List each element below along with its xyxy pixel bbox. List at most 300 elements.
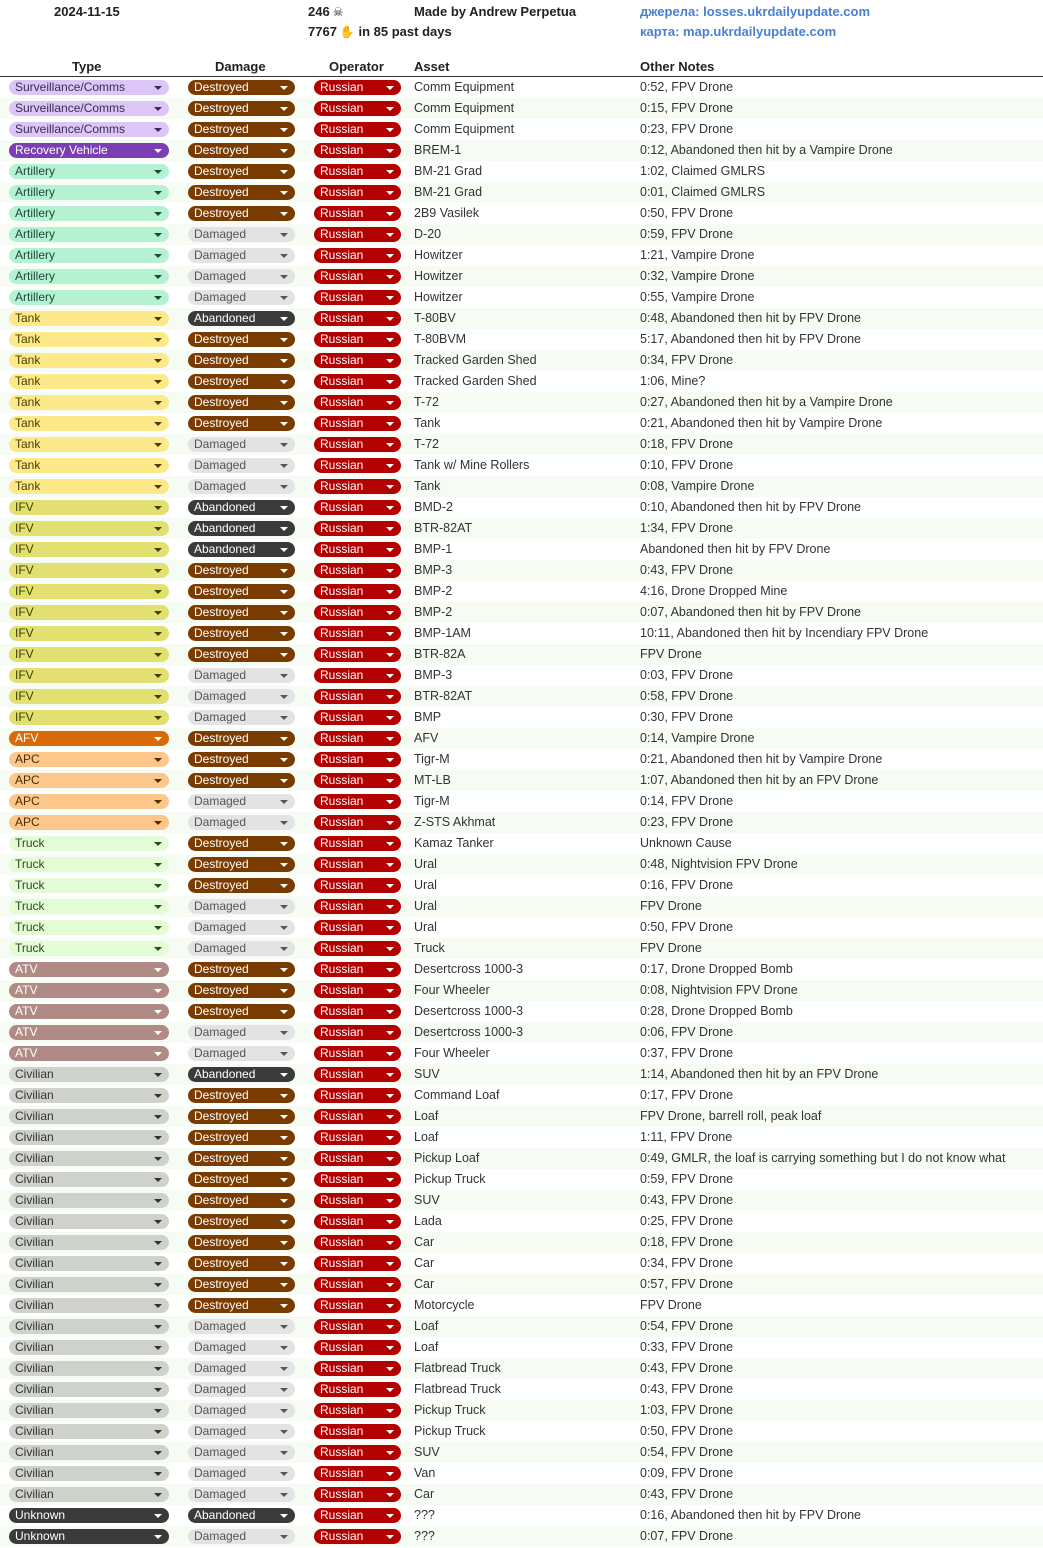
- notes-cell: 0:08, Vampire Drone: [640, 479, 755, 493]
- asset-cell: BTR-82A: [414, 647, 466, 661]
- operator-select[interactable]: Russian: [314, 311, 401, 326]
- type-select[interactable]: Civilian: [9, 1151, 169, 1166]
- type-select[interactable]: Truck: [9, 899, 169, 914]
- operator-select[interactable]: Russian: [314, 542, 401, 557]
- operator-select[interactable]: Russian: [314, 563, 401, 578]
- notes-cell: 0:54, FPV Drone: [640, 1319, 734, 1333]
- damage-select[interactable]: Damaged: [188, 1487, 295, 1502]
- type-select[interactable]: ATV: [9, 1046, 169, 1061]
- type-select[interactable]: Unknown: [9, 1529, 169, 1544]
- notes-cell: Abandoned then hit by FPV Drone: [640, 542, 831, 556]
- type-select[interactable]: Tank: [9, 311, 169, 326]
- sources-link[interactable]: джерела: losses.ukrdailyupdate.com: [640, 4, 871, 19]
- notes-cell: 1:14, Abandoned then hit by an FPV Drone: [640, 1067, 879, 1081]
- type-select[interactable]: Civilian: [9, 1403, 169, 1418]
- operator-select[interactable]: Russian: [314, 1172, 401, 1187]
- operator-select[interactable]: Russian: [314, 122, 401, 137]
- damage-select[interactable]: Destroyed: [188, 1214, 295, 1229]
- operator-select[interactable]: Russian: [314, 983, 401, 998]
- type-select[interactable]: Civilian: [9, 1361, 169, 1376]
- type-select[interactable]: ATV: [9, 983, 169, 998]
- damage-select[interactable]: Destroyed: [188, 1277, 295, 1292]
- operator-select[interactable]: Russian: [314, 500, 401, 515]
- asset-cell: Loaf: [414, 1109, 439, 1123]
- damage-select[interactable]: Destroyed: [188, 353, 295, 368]
- table-row: [0, 1148, 1043, 1169]
- column-header-asset[interactable]: Asset: [414, 59, 450, 74]
- asset-cell: BTR-82AT: [414, 521, 473, 535]
- table-row: [0, 602, 1043, 623]
- operator-select[interactable]: Russian: [314, 1130, 401, 1145]
- table-row: [0, 854, 1043, 875]
- type-select[interactable]: Civilian: [9, 1298, 169, 1313]
- notes-cell: 1:06, Mine?: [640, 374, 706, 388]
- operator-select[interactable]: Russian: [314, 815, 401, 830]
- damage-select[interactable]: Destroyed: [188, 857, 295, 872]
- operator-select[interactable]: Russian: [314, 899, 401, 914]
- asset-cell: Tigr-M: [414, 794, 450, 808]
- notes-cell: 0:14, Vampire Drone: [640, 731, 755, 745]
- damage-select[interactable]: Damaged: [188, 920, 295, 935]
- operator-select[interactable]: Russian: [314, 1193, 401, 1208]
- damage-select[interactable]: Abandoned: [188, 521, 295, 536]
- damage-select[interactable]: Destroyed: [188, 1172, 295, 1187]
- damage-select[interactable]: Abandoned: [188, 311, 295, 326]
- notes-cell: 0:12, Abandoned then hit by a Vampire Drone: [640, 143, 893, 157]
- damage-select[interactable]: Damaged: [188, 290, 295, 305]
- table-row: [0, 1442, 1043, 1463]
- operator-select[interactable]: Russian: [314, 710, 401, 725]
- notes-cell: 0:55, Vampire Drone: [640, 290, 755, 304]
- operator-select[interactable]: Russian: [314, 185, 401, 200]
- type-select[interactable]: IFV: [9, 542, 169, 557]
- operator-select[interactable]: Russian: [314, 1319, 401, 1334]
- type-select[interactable]: Unknown: [9, 1508, 169, 1523]
- damage-select[interactable]: Damaged: [188, 1382, 295, 1397]
- operator-select[interactable]: Russian: [314, 962, 401, 977]
- author-credit: Made by Andrew Perpetua: [414, 4, 577, 19]
- asset-cell: Loaf: [414, 1340, 439, 1354]
- notes-cell: FPV Drone, barrell roll, peak loaf: [640, 1109, 822, 1123]
- asset-cell: Car: [414, 1235, 435, 1249]
- damage-select[interactable]: Abandoned: [188, 1067, 295, 1082]
- notes-cell: 0:43, FPV Drone: [640, 1382, 734, 1396]
- type-select[interactable]: ATV: [9, 1004, 169, 1019]
- damage-select[interactable]: Damaged: [188, 269, 295, 284]
- operator-select[interactable]: Russian: [314, 668, 401, 683]
- type-select[interactable]: Artillery: [9, 248, 169, 263]
- damage-select[interactable]: Destroyed: [188, 1193, 295, 1208]
- operator-select[interactable]: Russian: [314, 1361, 401, 1376]
- damage-select[interactable]: Damaged: [188, 899, 295, 914]
- operator-select[interactable]: Russian: [314, 878, 401, 893]
- type-select[interactable]: Civilian: [9, 1214, 169, 1229]
- operator-select[interactable]: Russian: [314, 1466, 401, 1481]
- damage-select[interactable]: Damaged: [188, 668, 295, 683]
- operator-select[interactable]: Russian: [314, 920, 401, 935]
- damage-select[interactable]: Damaged: [188, 794, 295, 809]
- operator-select[interactable]: Russian: [314, 1340, 401, 1355]
- type-select[interactable]: APC: [9, 752, 169, 767]
- type-select[interactable]: APC: [9, 773, 169, 788]
- damage-select[interactable]: Destroyed: [188, 122, 295, 137]
- damage-select[interactable]: Damaged: [188, 941, 295, 956]
- operator-select[interactable]: Russian: [314, 1529, 401, 1544]
- notes-cell: 0:32, Vampire Drone: [640, 269, 755, 283]
- table-row: [0, 308, 1043, 329]
- type-select[interactable]: IFV: [9, 521, 169, 536]
- type-select[interactable]: Tank: [9, 437, 169, 452]
- type-select[interactable]: Civilian: [9, 1109, 169, 1124]
- notes-cell: 0:23, FPV Drone: [640, 815, 734, 829]
- operator-select[interactable]: Russian: [314, 269, 401, 284]
- notes-cell: 0:48, Abandoned then hit by FPV Drone: [640, 311, 861, 325]
- asset-cell: Pickup Truck: [414, 1172, 486, 1186]
- damage-select[interactable]: Damaged: [188, 1445, 295, 1460]
- damage-select[interactable]: Destroyed: [188, 206, 295, 221]
- operator-select[interactable]: Russian: [314, 290, 401, 305]
- notes-cell: 0:59, FPV Drone: [640, 1172, 734, 1186]
- operator-select[interactable]: Russian: [314, 1256, 401, 1271]
- type-select[interactable]: Civilian: [9, 1193, 169, 1208]
- table-row: [0, 1526, 1043, 1547]
- damage-select[interactable]: Destroyed: [188, 1109, 295, 1124]
- damage-select[interactable]: Damaged: [188, 1529, 295, 1544]
- table-row: [0, 77, 1043, 98]
- type-select[interactable]: ATV: [9, 962, 169, 977]
- type-select[interactable]: Tank: [9, 395, 169, 410]
- table-row: [0, 1337, 1043, 1358]
- operator-select[interactable]: Russian: [314, 794, 401, 809]
- operator-select[interactable]: Russian: [314, 626, 401, 641]
- damage-select[interactable]: Damaged: [188, 1361, 295, 1376]
- type-select[interactable]: IFV: [9, 668, 169, 683]
- damage-select[interactable]: Destroyed: [188, 773, 295, 788]
- damage-select[interactable]: Destroyed: [188, 731, 295, 746]
- operator-select[interactable]: Russian: [314, 164, 401, 179]
- operator-select[interactable]: Russian: [314, 374, 401, 389]
- table-row: [0, 1085, 1043, 1106]
- map-link[interactable]: карта: map.ukrdailyupdate.com: [640, 24, 837, 39]
- damage-select[interactable]: Damaged: [188, 710, 295, 725]
- type-select[interactable]: APC: [9, 815, 169, 830]
- damage-select[interactable]: Destroyed: [188, 584, 295, 599]
- damage-select[interactable]: Damaged: [188, 1046, 295, 1061]
- operator-select[interactable]: Russian: [314, 101, 401, 116]
- damage-select[interactable]: Destroyed: [188, 563, 295, 578]
- damage-select[interactable]: Destroyed: [188, 1088, 295, 1103]
- asset-cell: Four Wheeler: [414, 983, 490, 997]
- operator-select[interactable]: Russian: [314, 437, 401, 452]
- type-select[interactable]: IFV: [9, 584, 169, 599]
- operator-select[interactable]: Russian: [314, 1151, 401, 1166]
- operator-select[interactable]: Russian: [314, 332, 401, 347]
- asset-cell: Ural: [414, 920, 437, 934]
- asset-cell: Z-STS Akhmat: [414, 815, 496, 829]
- column-header-operator[interactable]: Operator: [329, 59, 384, 74]
- operator-select[interactable]: Russian: [314, 1508, 401, 1523]
- notes-cell: 0:43, FPV Drone: [640, 563, 734, 577]
- damage-select[interactable]: Destroyed: [188, 1004, 295, 1019]
- type-select[interactable]: Artillery: [9, 185, 169, 200]
- asset-cell: BTR-82AT: [414, 689, 473, 703]
- type-select[interactable]: IFV: [9, 710, 169, 725]
- damage-select[interactable]: Destroyed: [188, 164, 295, 179]
- operator-select[interactable]: Russian: [314, 416, 401, 431]
- type-select[interactable]: Artillery: [9, 206, 169, 221]
- damage-select[interactable]: Damaged: [188, 437, 295, 452]
- asset-cell: T-72: [414, 395, 440, 409]
- operator-select[interactable]: Russian: [314, 605, 401, 620]
- damage-select[interactable]: Damaged: [188, 815, 295, 830]
- operator-select[interactable]: Russian: [314, 1067, 401, 1082]
- asset-cell: Loaf: [414, 1130, 439, 1144]
- type-select[interactable]: Civilian: [9, 1340, 169, 1355]
- type-select[interactable]: Civilian: [9, 1487, 169, 1502]
- type-select[interactable]: Surveillance/Comms: [9, 122, 169, 137]
- damage-select[interactable]: Damaged: [188, 458, 295, 473]
- table-row: [0, 371, 1043, 392]
- damage-select[interactable]: Destroyed: [188, 143, 295, 158]
- type-select[interactable]: Surveillance/Comms: [9, 101, 169, 116]
- type-select[interactable]: Tank: [9, 332, 169, 347]
- damage-select[interactable]: Destroyed: [188, 962, 295, 977]
- type-select[interactable]: Artillery: [9, 290, 169, 305]
- operator-select[interactable]: Russian: [314, 1298, 401, 1313]
- type-select[interactable]: ATV: [9, 1025, 169, 1040]
- operator-select[interactable]: Russian: [314, 647, 401, 662]
- damage-select[interactable]: Abandoned: [188, 542, 295, 557]
- type-select[interactable]: Civilian: [9, 1445, 169, 1460]
- type-select[interactable]: Civilian: [9, 1319, 169, 1334]
- type-select[interactable]: Tank: [9, 458, 169, 473]
- type-select[interactable]: Civilian: [9, 1130, 169, 1145]
- type-select[interactable]: Civilian: [9, 1382, 169, 1397]
- damage-select[interactable]: Damaged: [188, 1025, 295, 1040]
- table-row: [0, 182, 1043, 203]
- damage-select[interactable]: Damaged: [188, 479, 295, 494]
- table-row: [0, 350, 1043, 371]
- notes-cell: 0:27, Abandoned then hit by a Vampire Drone: [640, 395, 893, 409]
- asset-cell: Comm Equipment: [414, 101, 515, 115]
- table-row: [0, 1169, 1043, 1190]
- asset-cell: SUV: [414, 1193, 440, 1207]
- type-select[interactable]: Artillery: [9, 227, 169, 242]
- table-row: [0, 833, 1043, 854]
- operator-select[interactable]: Russian: [314, 521, 401, 536]
- operator-select[interactable]: Russian: [314, 1487, 401, 1502]
- notes-cell: 0:16, Abandoned then hit by FPV Drone: [640, 1508, 861, 1522]
- damage-select[interactable]: Destroyed: [188, 1298, 295, 1313]
- table-row: [0, 1232, 1043, 1253]
- type-select[interactable]: Civilian: [9, 1424, 169, 1439]
- operator-select[interactable]: Russian: [314, 206, 401, 221]
- operator-select[interactable]: Russian: [314, 1004, 401, 1019]
- type-select[interactable]: AFV: [9, 731, 169, 746]
- type-select[interactable]: Truck: [9, 878, 169, 893]
- operator-select[interactable]: Russian: [314, 1277, 401, 1292]
- damage-select[interactable]: Destroyed: [188, 374, 295, 389]
- operator-select[interactable]: Russian: [314, 941, 401, 956]
- operator-select[interactable]: Russian: [314, 248, 401, 263]
- type-select[interactable]: Surveillance/Comms: [9, 80, 169, 95]
- type-select[interactable]: Truck: [9, 941, 169, 956]
- damage-select[interactable]: Destroyed: [188, 647, 295, 662]
- operator-select[interactable]: Russian: [314, 1445, 401, 1460]
- damage-select[interactable]: Destroyed: [188, 605, 295, 620]
- type-select[interactable]: Truck: [9, 836, 169, 851]
- asset-cell: Car: [414, 1256, 435, 1270]
- operator-select[interactable]: Russian: [314, 1403, 401, 1418]
- damage-select[interactable]: Damaged: [188, 248, 295, 263]
- type-select[interactable]: Artillery: [9, 164, 169, 179]
- notes-cell: 0:28, Drone Dropped Bomb: [640, 1004, 793, 1018]
- asset-cell: Ural: [414, 878, 437, 892]
- operator-select[interactable]: Russian: [314, 1235, 401, 1250]
- notes-cell: 0:14, FPV Drone: [640, 794, 734, 808]
- asset-cell: T-80BV: [414, 311, 456, 325]
- operator-select[interactable]: Russian: [314, 836, 401, 851]
- table-row: [0, 665, 1043, 686]
- operator-select[interactable]: Russian: [314, 689, 401, 704]
- type-select[interactable]: IFV: [9, 689, 169, 704]
- column-header-type[interactable]: Type: [72, 59, 102, 74]
- damage-select[interactable]: Damaged: [188, 689, 295, 704]
- damage-select[interactable]: Destroyed: [188, 878, 295, 893]
- type-select[interactable]: IFV: [9, 605, 169, 620]
- asset-cell: BMD-2: [414, 500, 453, 514]
- notes-cell: 5:17, Abandoned then hit by FPV Drone: [640, 332, 861, 346]
- operator-select[interactable]: Russian: [314, 1214, 401, 1229]
- table-row: [0, 1064, 1043, 1085]
- table-row: [0, 1505, 1043, 1526]
- operator-select[interactable]: Russian: [314, 227, 401, 242]
- damage-select[interactable]: Destroyed: [188, 80, 295, 95]
- table-row: [0, 161, 1043, 182]
- table-row: [0, 959, 1043, 980]
- operator-select[interactable]: Russian: [314, 773, 401, 788]
- asset-cell: BREM-1: [414, 143, 462, 157]
- operator-select[interactable]: Russian: [314, 479, 401, 494]
- operator-select[interactable]: Russian: [314, 1025, 401, 1040]
- damage-select[interactable]: Destroyed: [188, 626, 295, 641]
- table-row: [0, 1295, 1043, 1316]
- damage-select[interactable]: Abandoned: [188, 1508, 295, 1523]
- operator-select[interactable]: Russian: [314, 1088, 401, 1103]
- damage-select[interactable]: Destroyed: [188, 185, 295, 200]
- table-row: [0, 392, 1043, 413]
- type-select[interactable]: APC: [9, 794, 169, 809]
- damage-select[interactable]: Destroyed: [188, 332, 295, 347]
- type-select[interactable]: Tank: [9, 353, 169, 368]
- damage-select[interactable]: Damaged: [188, 1340, 295, 1355]
- type-select[interactable]: Tank: [9, 479, 169, 494]
- damage-select[interactable]: Damaged: [188, 1403, 295, 1418]
- column-header-notes[interactable]: Other Notes: [640, 59, 715, 74]
- asset-cell: BMP: [414, 710, 442, 724]
- type-select[interactable]: IFV: [9, 563, 169, 578]
- asset-cell: 2B9 Vasilek: [414, 206, 480, 220]
- damage-select[interactable]: Damaged: [188, 227, 295, 242]
- daily-count: [308, 4, 343, 19]
- table-row: [0, 1421, 1043, 1442]
- operator-select[interactable]: Russian: [314, 1424, 401, 1439]
- asset-cell: Car: [414, 1487, 435, 1501]
- damage-select[interactable]: Destroyed: [188, 101, 295, 116]
- damage-select[interactable]: Destroyed: [188, 1151, 295, 1166]
- type-select[interactable]: Civilian: [9, 1172, 169, 1187]
- operator-select[interactable]: Russian: [314, 353, 401, 368]
- notes-cell: 0:18, FPV Drone: [640, 437, 734, 451]
- damage-select[interactable]: Damaged: [188, 1466, 295, 1481]
- type-select[interactable]: Civilian: [9, 1277, 169, 1292]
- type-select[interactable]: IFV: [9, 626, 169, 641]
- operator-select[interactable]: Russian: [314, 752, 401, 767]
- damage-select[interactable]: Destroyed: [188, 983, 295, 998]
- operator-select[interactable]: Russian: [314, 857, 401, 872]
- asset-cell: Van: [414, 1466, 436, 1480]
- type-select[interactable]: Artillery: [9, 269, 169, 284]
- type-select[interactable]: Civilian: [9, 1067, 169, 1082]
- notes-cell: 0:01, Claimed GMLRS: [640, 185, 766, 199]
- type-select[interactable]: Tank: [9, 374, 169, 389]
- table-row: [0, 812, 1043, 833]
- operator-select[interactable]: Russian: [314, 731, 401, 746]
- damage-select[interactable]: Destroyed: [188, 395, 295, 410]
- type-select[interactable]: Civilian: [9, 1256, 169, 1271]
- notes-cell: 1:34, FPV Drone: [640, 521, 734, 535]
- operator-select[interactable]: Russian: [314, 395, 401, 410]
- damage-select[interactable]: Destroyed: [188, 416, 295, 431]
- damage-select[interactable]: Abandoned: [188, 500, 295, 515]
- damage-select[interactable]: Destroyed: [188, 752, 295, 767]
- type-select[interactable]: Civilian: [9, 1235, 169, 1250]
- damage-select[interactable]: Destroyed: [188, 1256, 295, 1271]
- column-header-damage[interactable]: Damage: [215, 59, 266, 74]
- asset-cell: BMP-3: [414, 563, 453, 577]
- type-select[interactable]: IFV: [9, 647, 169, 662]
- notes-cell: 0:21, Abandoned then hit by Vampire Drone: [640, 416, 883, 430]
- type-select[interactable]: IFV: [9, 500, 169, 515]
- asset-cell: SUV: [414, 1067, 440, 1081]
- type-select[interactable]: Tank: [9, 416, 169, 431]
- table-row: [0, 749, 1043, 770]
- asset-cell: T-80BVM: [414, 332, 467, 346]
- operator-select[interactable]: Russian: [314, 143, 401, 158]
- damage-select[interactable]: Destroyed: [188, 836, 295, 851]
- type-select[interactable]: Civilian: [9, 1088, 169, 1103]
- damage-select[interactable]: Damaged: [188, 1319, 295, 1334]
- type-select[interactable]: Truck: [9, 857, 169, 872]
- operator-select[interactable]: Russian: [314, 458, 401, 473]
- period-total-value: 7767: [308, 24, 337, 39]
- type-select[interactable]: Truck: [9, 920, 169, 935]
- notes-cell: 0:07, FPV Drone: [640, 1529, 734, 1543]
- damage-select[interactable]: Destroyed: [188, 1235, 295, 1250]
- notes-cell: 0:48, Nightvision FPV Drone: [640, 857, 798, 871]
- table-row: [0, 644, 1043, 665]
- damage-select[interactable]: Damaged: [188, 1424, 295, 1439]
- notes-cell: FPV Drone: [640, 1298, 702, 1312]
- damage-select[interactable]: Destroyed: [188, 1130, 295, 1145]
- operator-select[interactable]: Russian: [314, 1109, 401, 1124]
- operator-select[interactable]: Russian: [314, 80, 401, 95]
- type-select[interactable]: Civilian: [9, 1466, 169, 1481]
- type-select[interactable]: Recovery Vehicle: [9, 143, 169, 158]
- operator-select[interactable]: Russian: [314, 584, 401, 599]
- operator-select[interactable]: Russian: [314, 1382, 401, 1397]
- operator-select[interactable]: Russian: [314, 1046, 401, 1061]
